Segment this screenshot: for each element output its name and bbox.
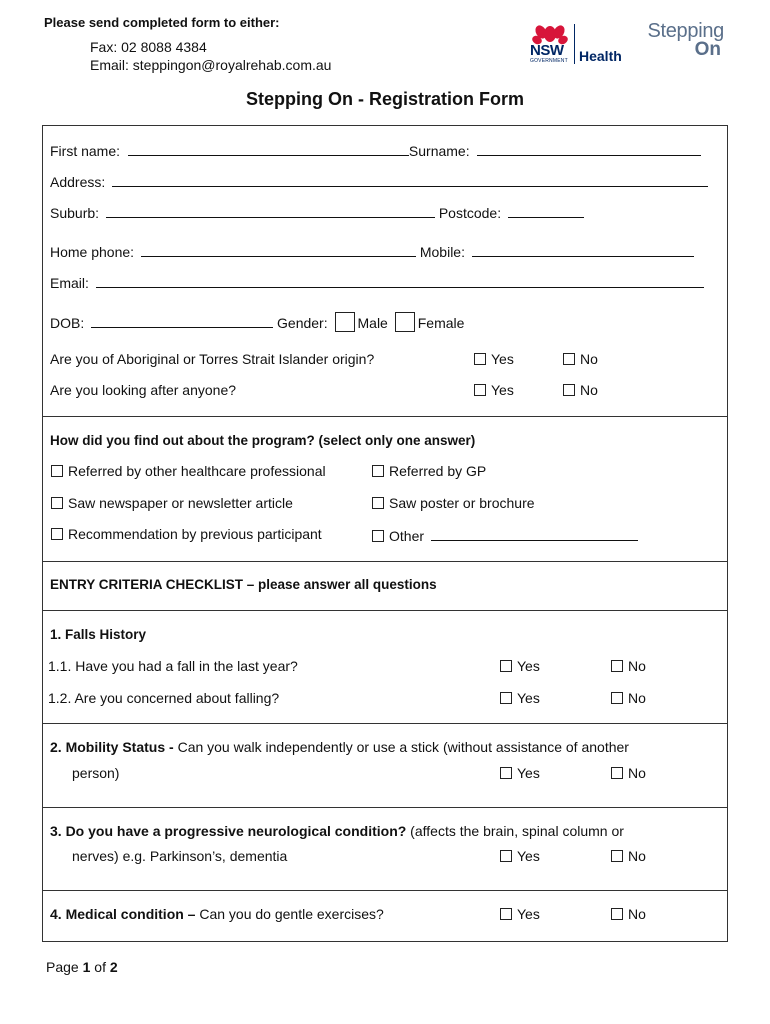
dob-gender-row	[50, 312, 464, 332]
q4-yes-label: Yes	[517, 906, 540, 922]
q2-yes	[500, 765, 540, 781]
aboriginal-yes-checkbox[interactable]	[474, 353, 486, 365]
q1-2-yes-label: Yes	[517, 690, 540, 706]
surname-field[interactable]	[477, 141, 701, 156]
aboriginal-yes	[474, 351, 514, 367]
page-total: 2	[109, 959, 118, 975]
referral-newspaper-checkbox[interactable]	[51, 497, 63, 509]
aboriginal-no	[563, 351, 598, 367]
q1-1-no-label: No	[628, 658, 646, 674]
q3-yes-label: Yes	[517, 848, 540, 864]
home-phone-field[interactable]	[141, 242, 416, 257]
q1-1-no-checkbox[interactable]	[611, 660, 623, 672]
referral-newspaper-label: Saw newspaper or newsletter article	[68, 495, 293, 511]
q2-bold: 2. Mobility Status -	[50, 739, 178, 755]
q1-2-yes	[500, 690, 540, 706]
page-current: 1	[82, 959, 91, 975]
carer-yes-checkbox[interactable]	[474, 384, 486, 396]
q3-no-label: No	[628, 848, 646, 864]
postcode-field[interactable]	[508, 203, 584, 218]
referral-other-label: Other	[389, 528, 425, 544]
q2-no-checkbox[interactable]	[611, 767, 623, 779]
q1-1-yes	[500, 658, 540, 674]
stepping-wordmark: Stepping	[647, 20, 724, 42]
referral-healthcare	[51, 463, 326, 479]
q1-2-no-checkbox[interactable]	[611, 692, 623, 704]
aboriginal-question: Are you of Aboriginal or Torres Strait Islander origin?	[50, 351, 375, 367]
referral-poster-label: Saw poster or brochure	[389, 495, 535, 511]
referral-previous	[51, 526, 322, 542]
q2-yes-checkbox[interactable]	[500, 767, 512, 779]
referral-poster	[372, 495, 535, 511]
fax-number: Fax: 02 8088 4384	[90, 39, 207, 55]
health-wordmark: Health	[579, 48, 622, 64]
q3-continuation: nerves) e.g. Parkinson’s, dementia	[72, 848, 288, 864]
referral-other	[372, 526, 638, 544]
dob-field[interactable]	[91, 313, 273, 328]
suburb-field[interactable]	[106, 203, 435, 218]
q4-yes	[500, 906, 540, 922]
aboriginal-yes-label: Yes	[491, 351, 514, 367]
referral-poster-checkbox[interactable]	[372, 497, 384, 509]
q3-yes-checkbox[interactable]	[500, 850, 512, 862]
carer-no-checkbox[interactable]	[563, 384, 575, 396]
phone-row	[50, 242, 694, 260]
first-name-field[interactable]	[128, 141, 409, 156]
surname-label: Surname:	[408, 143, 470, 159]
q2-continuation: person)	[72, 765, 120, 781]
nsw-health-logo	[530, 18, 630, 68]
logo-divider	[574, 24, 575, 64]
email-label: Email:	[50, 275, 89, 291]
q1-2-no-label: No	[628, 690, 646, 706]
divider-mobility	[42, 807, 728, 808]
q1-1-no	[611, 658, 646, 674]
q2-question	[50, 739, 629, 755]
carer-yes-label: Yes	[491, 382, 514, 398]
mobile-label: Mobile:	[419, 244, 465, 260]
address-row	[50, 172, 708, 190]
address-field[interactable]	[112, 172, 708, 187]
aboriginal-no-label: No	[580, 351, 598, 367]
referral-healthcare-checkbox[interactable]	[51, 465, 63, 477]
divider-falls	[42, 723, 728, 724]
divider-personal	[42, 416, 728, 417]
referral-newspaper	[51, 495, 293, 511]
q4-no	[611, 906, 646, 922]
q2-no-label: No	[628, 765, 646, 781]
criteria-heading: ENTRY CRITERIA CHECKLIST – please answer all questions	[50, 577, 437, 592]
contact-email: Email: steppingon@royalrehab.com.au	[90, 57, 332, 73]
female-checkbox[interactable]	[395, 312, 415, 332]
carer-no	[563, 382, 598, 398]
send-instructions: Please send completed form to either:	[44, 15, 280, 30]
carer-yes	[474, 382, 514, 398]
q2-yes-label: Yes	[517, 765, 540, 781]
male-checkbox[interactable]	[335, 312, 355, 332]
q1-1-yes-checkbox[interactable]	[500, 660, 512, 672]
q2-text: Can you walk independently or use a stick (without assistance of another	[177, 739, 629, 755]
q3-no-checkbox[interactable]	[611, 850, 623, 862]
referral-gp-checkbox[interactable]	[372, 465, 384, 477]
q3-bold: 3. Do you have a progressive neurological condition?	[50, 823, 407, 839]
address-label: Address:	[50, 174, 106, 190]
suburb-row	[50, 203, 584, 221]
q1-2-yes-checkbox[interactable]	[500, 692, 512, 704]
q4-no-checkbox[interactable]	[611, 908, 623, 920]
page-number	[46, 959, 118, 975]
page-of: of	[90, 959, 110, 975]
mobile-field[interactable]	[472, 242, 694, 257]
divider-referral	[42, 561, 728, 562]
referral-previous-checkbox[interactable]	[51, 528, 63, 540]
on-wordmark: On	[694, 39, 721, 60]
q1-2-no	[611, 690, 646, 706]
gender-label: Gender:	[277, 315, 328, 331]
dob-label: DOB:	[50, 315, 85, 331]
email-field[interactable]	[96, 273, 704, 288]
q4-no-label: No	[628, 906, 646, 922]
aboriginal-no-checkbox[interactable]	[563, 353, 575, 365]
q4-question	[50, 906, 384, 922]
male-label: Male	[357, 315, 388, 331]
q4-yes-checkbox[interactable]	[500, 908, 512, 920]
divider-criteria-head	[42, 610, 728, 611]
q3-no	[611, 848, 646, 864]
q1-1-question: 1.1. Have you had a fall in the last year?	[48, 658, 298, 674]
q3-yes	[500, 848, 540, 864]
carer-no-label: No	[580, 382, 598, 398]
carer-question: Are you looking after anyone?	[50, 382, 237, 398]
form-title: Stepping On - Registration Form	[246, 89, 524, 109]
female-label: Female	[417, 315, 465, 331]
q2-no	[611, 765, 646, 781]
email-row	[50, 273, 704, 291]
postcode-label: Postcode:	[438, 205, 502, 221]
suburb-label: Suburb:	[50, 205, 100, 221]
q3-question	[50, 823, 624, 839]
first-name-row	[50, 141, 701, 159]
q1-1-yes-label: Yes	[517, 658, 540, 674]
q4-text: Can you do gentle exercises?	[199, 906, 384, 922]
nsw-government-label: GOVERNMENT	[530, 58, 568, 64]
referral-gp	[372, 463, 486, 479]
nsw-wordmark: NSW	[530, 42, 564, 59]
divider-neuro	[42, 890, 728, 891]
falls-history-title: 1. Falls History	[50, 627, 147, 642]
referral-gp-label: Referred by GP	[389, 463, 487, 479]
home-phone-label: Home phone:	[50, 244, 135, 260]
referral-other-field[interactable]	[431, 526, 638, 541]
referral-heading: How did you find out about the program? (select only one answer)	[50, 433, 476, 448]
q4-bold: 4. Medical condition –	[50, 906, 200, 922]
referral-healthcare-label: Referred by other healthcare professional	[68, 463, 326, 479]
q3-text: (affects the brain, spinal column or	[406, 823, 624, 839]
first-name-label: First name:	[50, 143, 121, 159]
referral-previous-label: Recommendation by previous participant	[68, 526, 322, 542]
stepping-on-logo	[640, 20, 724, 64]
q1-2-question: 1.2. Are you concerned about falling?	[48, 690, 280, 706]
page-prefix: Page	[46, 959, 83, 975]
referral-other-checkbox[interactable]	[372, 530, 384, 542]
